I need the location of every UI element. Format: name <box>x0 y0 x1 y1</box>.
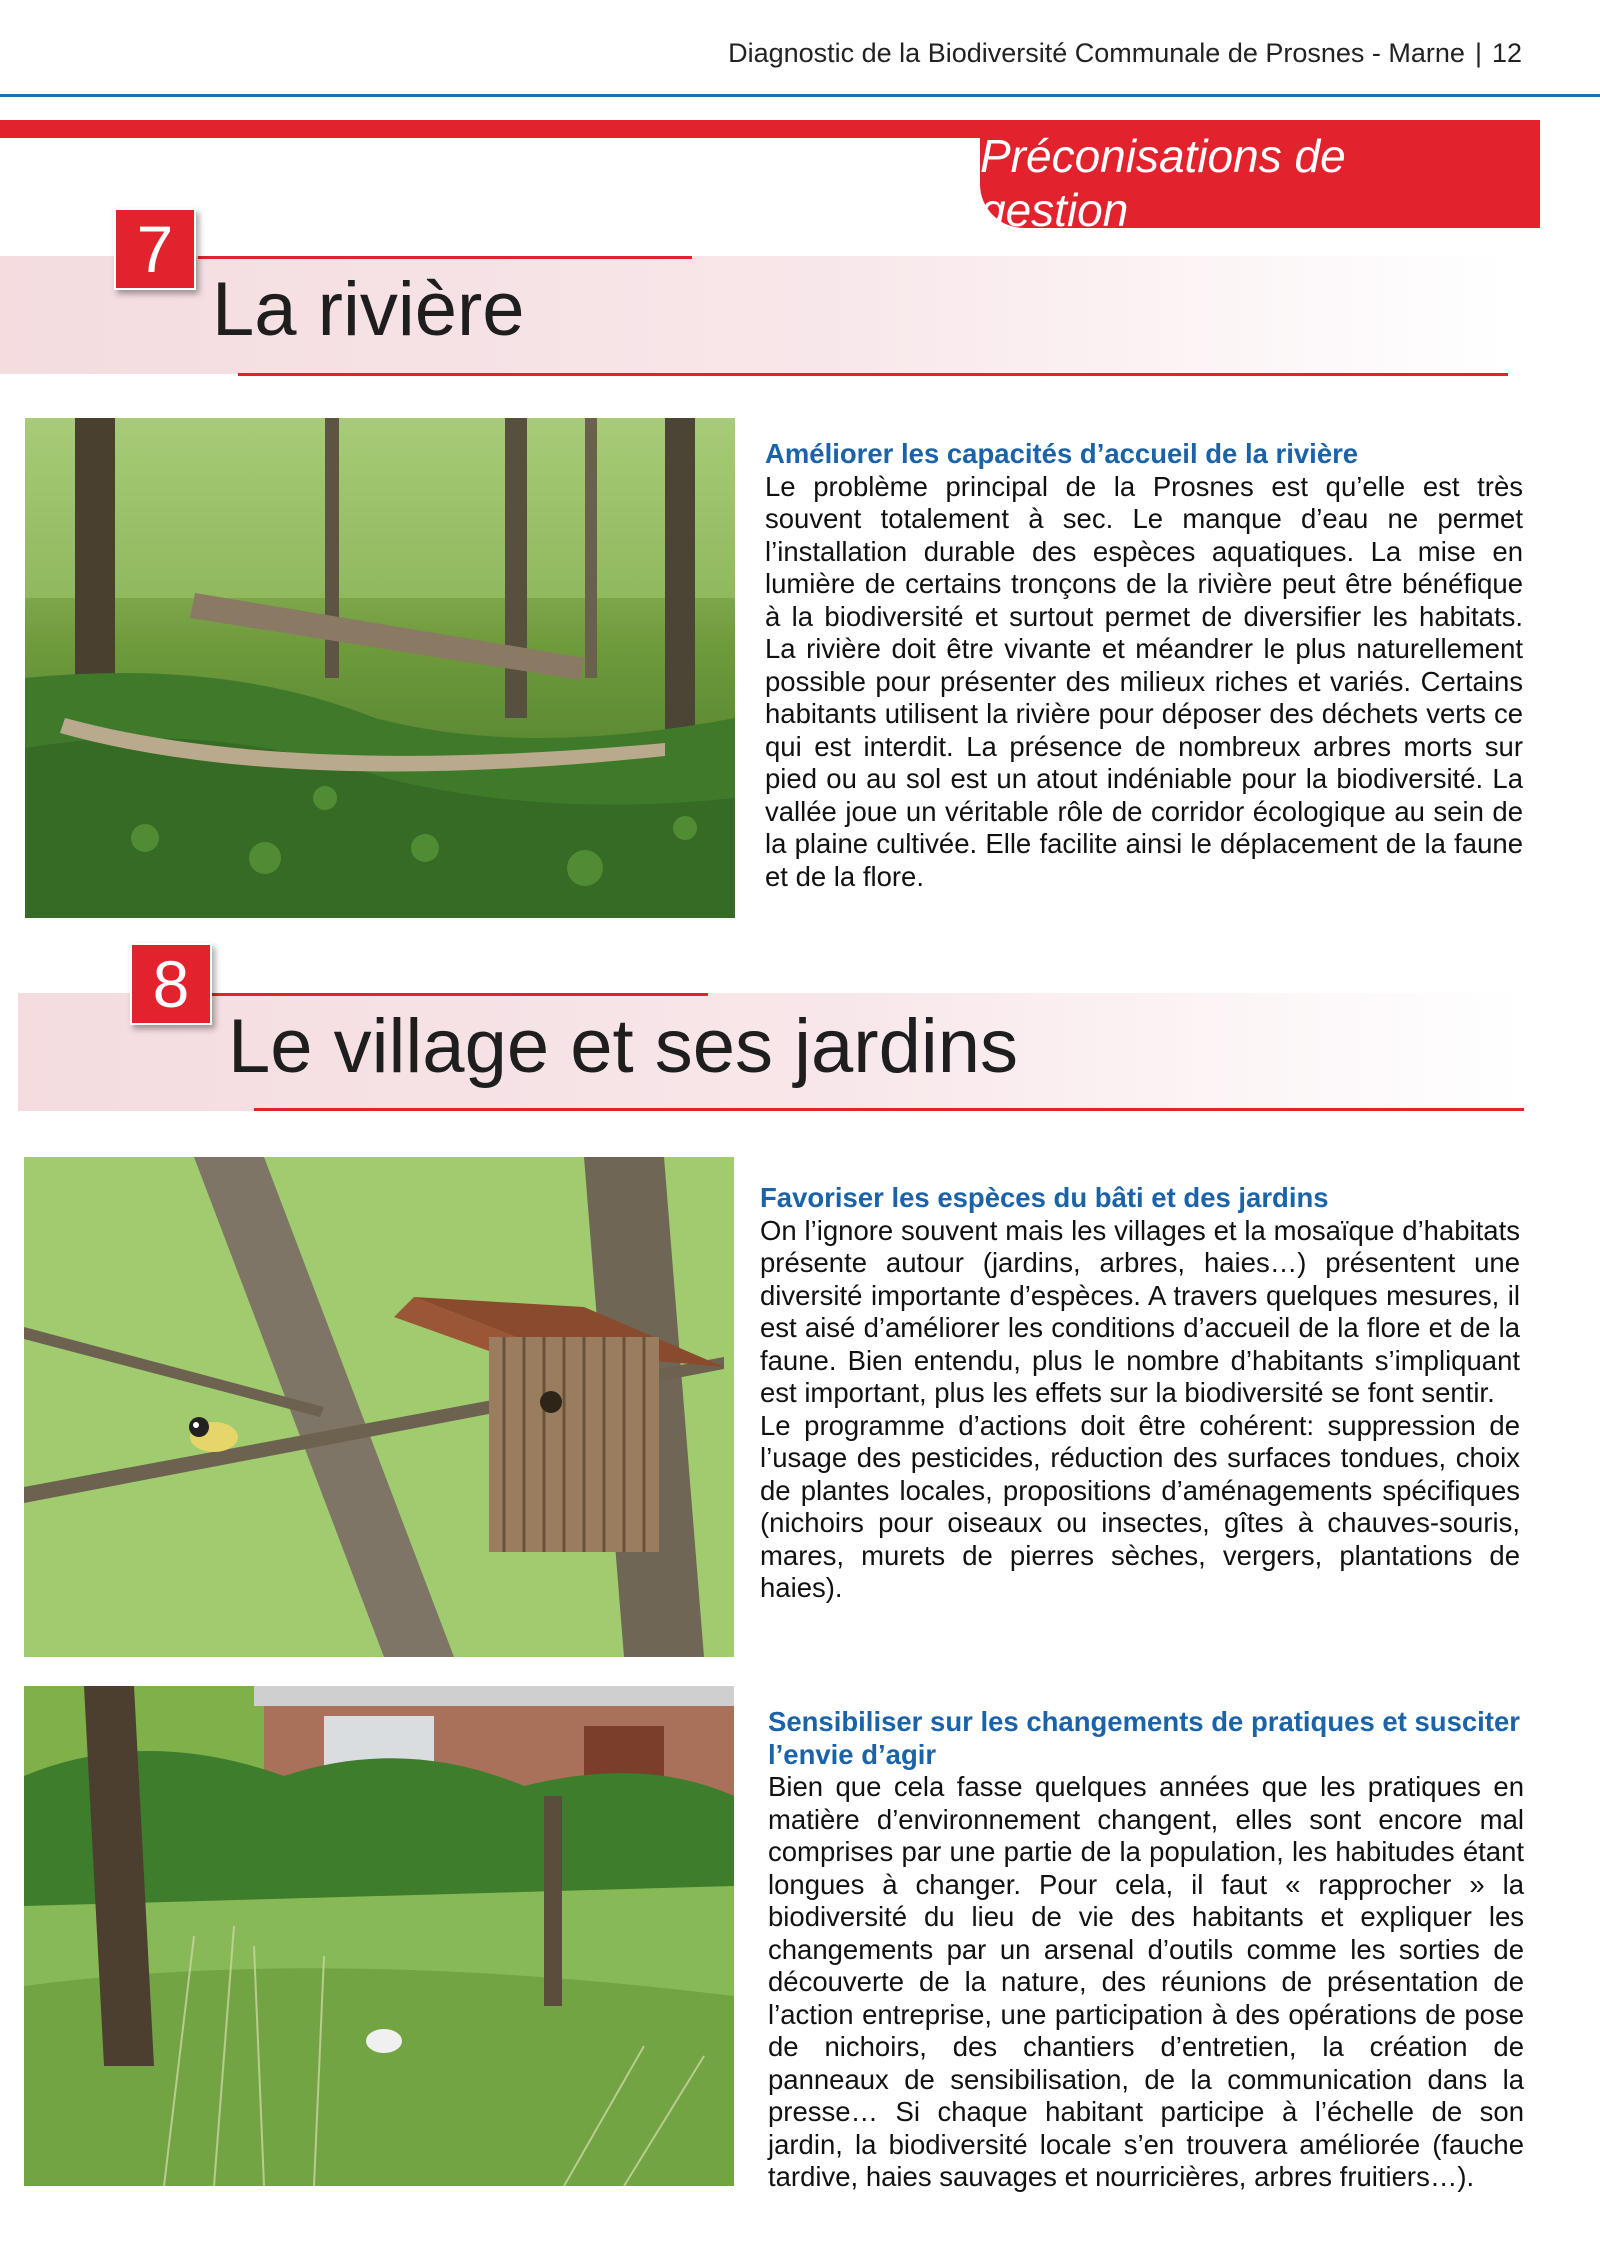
garden-text-block <box>760 1182 1520 1605</box>
header-separator: | <box>1474 38 1482 68</box>
page-number: 12 <box>1491 38 1522 68</box>
awareness-text-block <box>768 1706 1524 2194</box>
header-rule <box>0 94 1600 97</box>
river-text-block <box>765 438 1523 893</box>
section-number-badge <box>130 943 212 1025</box>
heading-rule-top <box>212 993 708 996</box>
heading-rule-bottom <box>238 373 1508 376</box>
river-forest-photo <box>25 418 735 918</box>
block-subtitle: Sensibiliser sur les changements de pratiques et susciter l’envie d’agir <box>768 1706 1520 1770</box>
running-header <box>0 38 1522 69</box>
section-number: 7 <box>136 212 174 286</box>
garden-meadow-photo <box>24 1686 734 2186</box>
section-number-badge <box>114 208 196 290</box>
block-paragraph: Le problème principal de la Prosnes est qu’elle est très souvent totalement à sec. Le manque d’eau ne permet l’installation durable des espèces aquatiques. La mise en lumière de certains tronçons de la rivière peut être bénéfique à la biodiversité et surtout permet de diversifier les habitats. La rivière doit être vivante et méandrer le plus naturellement possible pour présenter des milieux riches et variés. Certains habitants utilisent la rivière pour déposer des déchets verts ce qui est interdit. La présence de nombreux arbres morts sur pied ou au sol est un atout indéniable pour la biodiversité. La vallée joue un véritable rôle de corridor écologique au sein de la plaine cultivée. Elle facilite ainsi le déplacement de la faune et de la flore. <box>765 470 1523 892</box>
block-paragraph: On l’ignore souvent mais les villages et la mosaïque d’habitats présente autour (jardins, arbres, haies…) présentent une diversité importante d’espèces. A travers quelques mesures, il est aisé d’améliorer les conditions d’accueil de la flore et de la faune. Bien entendu, plus le nombre d’habitants s’impliquant est important, plus les effets sur la biodiversité se font sentir. <box>760 1214 1520 1408</box>
block-paragraph: Bien que cela fasse quelques années que les pratiques en matière d’environnement changent, elles sont encore mal comprises par une partie de la population, les habitudes étant longues à changer. Pour cela, il faut « rapprocher » la biodiversité du lieu de vie des habitants et expliquer les changements par un arsenal d’outils comme les sorties de découverte de la nature, des réunions de présentation de l’action entreprise, une participation à des opérations de pose de nichoirs, des chantiers d’entretien, la création de panneaux de sensibilisation, de la communication dans la presse… Si chaque habitant participe à l’échelle de son jardin, la biodiversité locale s’en trouvera améliorée (fauche tardive, haies sauvages et nourricières, arbres fruitiers…). <box>768 1771 1524 2192</box>
block-paragraph: Le programme d’actions doit être cohérent: suppression de l’usage des pesticides, réduction des surfaces tondues, choix de plantes locales, propositions d’aménagements spécifiques (nichoirs pour oiseaux ou insectes, gîtes à chauves-souris, mares, murets de pierres sèches, vergers, plantations de haies). <box>760 1409 1520 1603</box>
heading-rule-bottom <box>254 1108 1524 1111</box>
block-subtitle: Favoriser les espèces du bâti et des jardins <box>760 1182 1329 1213</box>
block-subtitle: Améliorer les capacités d’accueil de la rivière <box>765 438 1359 469</box>
section-tab <box>980 130 1540 236</box>
section-title: La rivière <box>212 267 525 352</box>
heading-rule-top <box>198 256 692 259</box>
section-number: 8 <box>152 947 190 1021</box>
section-title: Le village et ses jardins <box>228 1004 1018 1089</box>
birdhouse-photo <box>24 1157 734 1657</box>
document-title: Diagnostic de la Biodiversité Communale de Prosnes - Marne <box>728 38 1465 68</box>
section-tab-label: Préconisations de gestion <box>980 130 1346 236</box>
